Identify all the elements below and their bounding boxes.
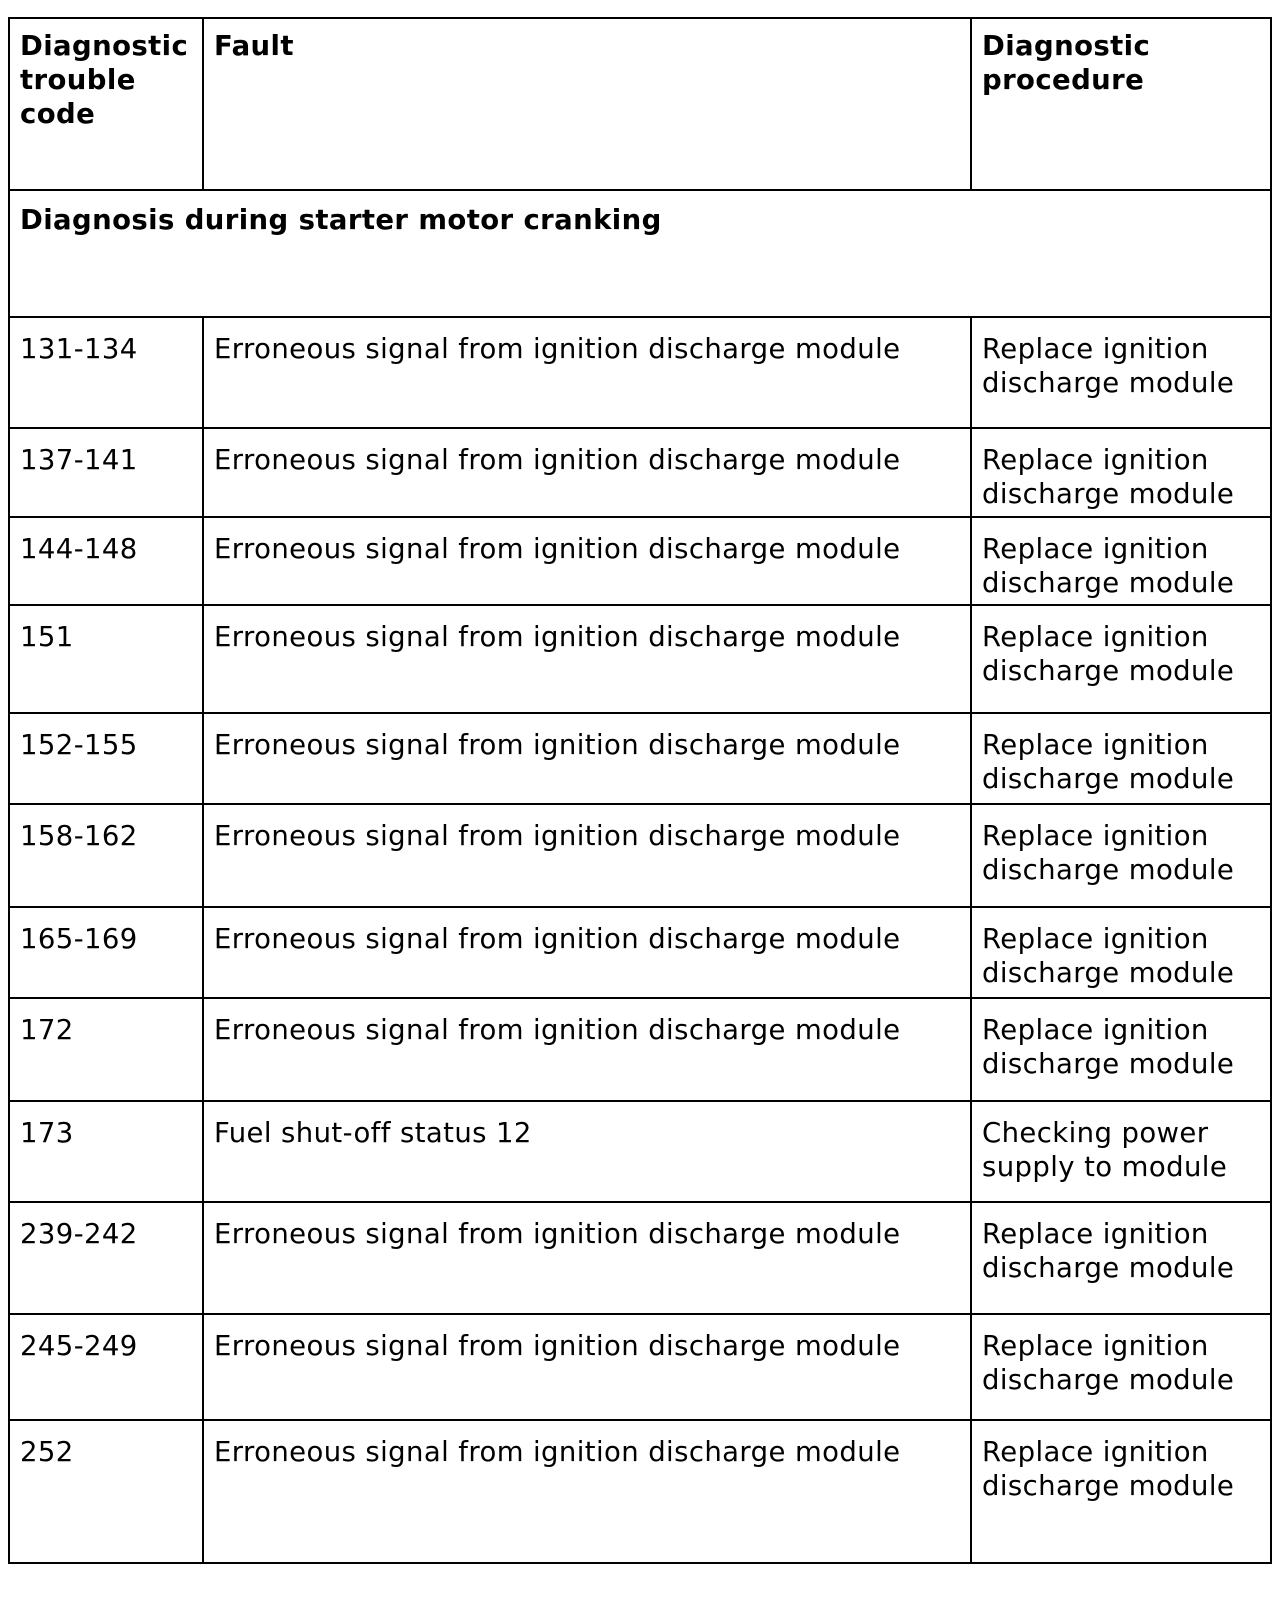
row-code: 144-148 xyxy=(9,517,203,605)
header-row xyxy=(9,18,1271,190)
row-fault: Erroneous signal from ignition discharge module xyxy=(203,1314,971,1420)
section-title: Diagnosis during starter motor cranking xyxy=(9,190,1271,317)
row-procedure: Checking power supply to module xyxy=(971,1101,1271,1202)
row-fault: Fuel shut-off status 12 xyxy=(203,1101,971,1202)
row-procedure: Replace ignition discharge module xyxy=(971,713,1271,804)
table-row xyxy=(9,713,1271,804)
header-fault: Fault xyxy=(203,18,971,190)
row-fault: Erroneous signal from ignition discharge module xyxy=(203,713,971,804)
row-code: 239-242 xyxy=(9,1202,203,1314)
row-code: 173 xyxy=(9,1101,203,1202)
row-procedure: Replace ignition discharge module xyxy=(971,605,1271,713)
row-fault: Erroneous signal from ignition discharge module xyxy=(203,998,971,1101)
table-row xyxy=(9,317,1271,428)
row-fault: Erroneous signal from ignition discharge module xyxy=(203,605,971,713)
section-row xyxy=(9,190,1271,317)
row-code: 158-162 xyxy=(9,804,203,907)
table-row xyxy=(9,428,1271,517)
header-code: Diagnostic trouble code xyxy=(9,18,203,190)
row-fault: Erroneous signal from ignition discharge module xyxy=(203,804,971,907)
row-fault: Erroneous signal from ignition discharge module xyxy=(203,907,971,998)
diagnostic-table xyxy=(8,17,1272,1564)
row-fault: Erroneous signal from ignition discharge module xyxy=(203,517,971,605)
table-row xyxy=(9,1314,1271,1420)
row-code: 252 xyxy=(9,1420,203,1563)
row-procedure: Replace ignition discharge module xyxy=(971,1420,1271,1563)
row-procedure: Replace ignition discharge module xyxy=(971,517,1271,605)
row-code: 245-249 xyxy=(9,1314,203,1420)
row-procedure: Replace ignition discharge module xyxy=(971,907,1271,998)
row-fault: Erroneous signal from ignition discharge module xyxy=(203,317,971,428)
row-procedure: Replace ignition discharge module xyxy=(971,1202,1271,1314)
table-row xyxy=(9,998,1271,1101)
row-fault: Erroneous signal from ignition discharge module xyxy=(203,1202,971,1314)
table-row xyxy=(9,1202,1271,1314)
table-row xyxy=(9,1101,1271,1202)
row-code: 165-169 xyxy=(9,907,203,998)
row-fault: Erroneous signal from ignition discharge module xyxy=(203,428,971,517)
row-code: 151 xyxy=(9,605,203,713)
row-procedure: Replace ignition discharge module xyxy=(971,998,1271,1101)
table-row xyxy=(9,1420,1271,1563)
row-procedure: Replace ignition discharge module xyxy=(971,317,1271,428)
row-code: 172 xyxy=(9,998,203,1101)
row-procedure: Replace ignition discharge module xyxy=(971,428,1271,517)
row-procedure: Replace ignition discharge module xyxy=(971,804,1271,907)
row-code: 137-141 xyxy=(9,428,203,517)
table-row xyxy=(9,605,1271,713)
row-procedure: Replace ignition discharge module xyxy=(971,1314,1271,1420)
table-row xyxy=(9,907,1271,998)
row-fault: Erroneous signal from ignition discharge module xyxy=(203,1420,971,1563)
header-procedure: Diagnostic procedure xyxy=(971,18,1271,190)
row-code: 131-134 xyxy=(9,317,203,428)
table-row xyxy=(9,804,1271,907)
table-row xyxy=(9,517,1271,605)
row-code: 152-155 xyxy=(9,713,203,804)
